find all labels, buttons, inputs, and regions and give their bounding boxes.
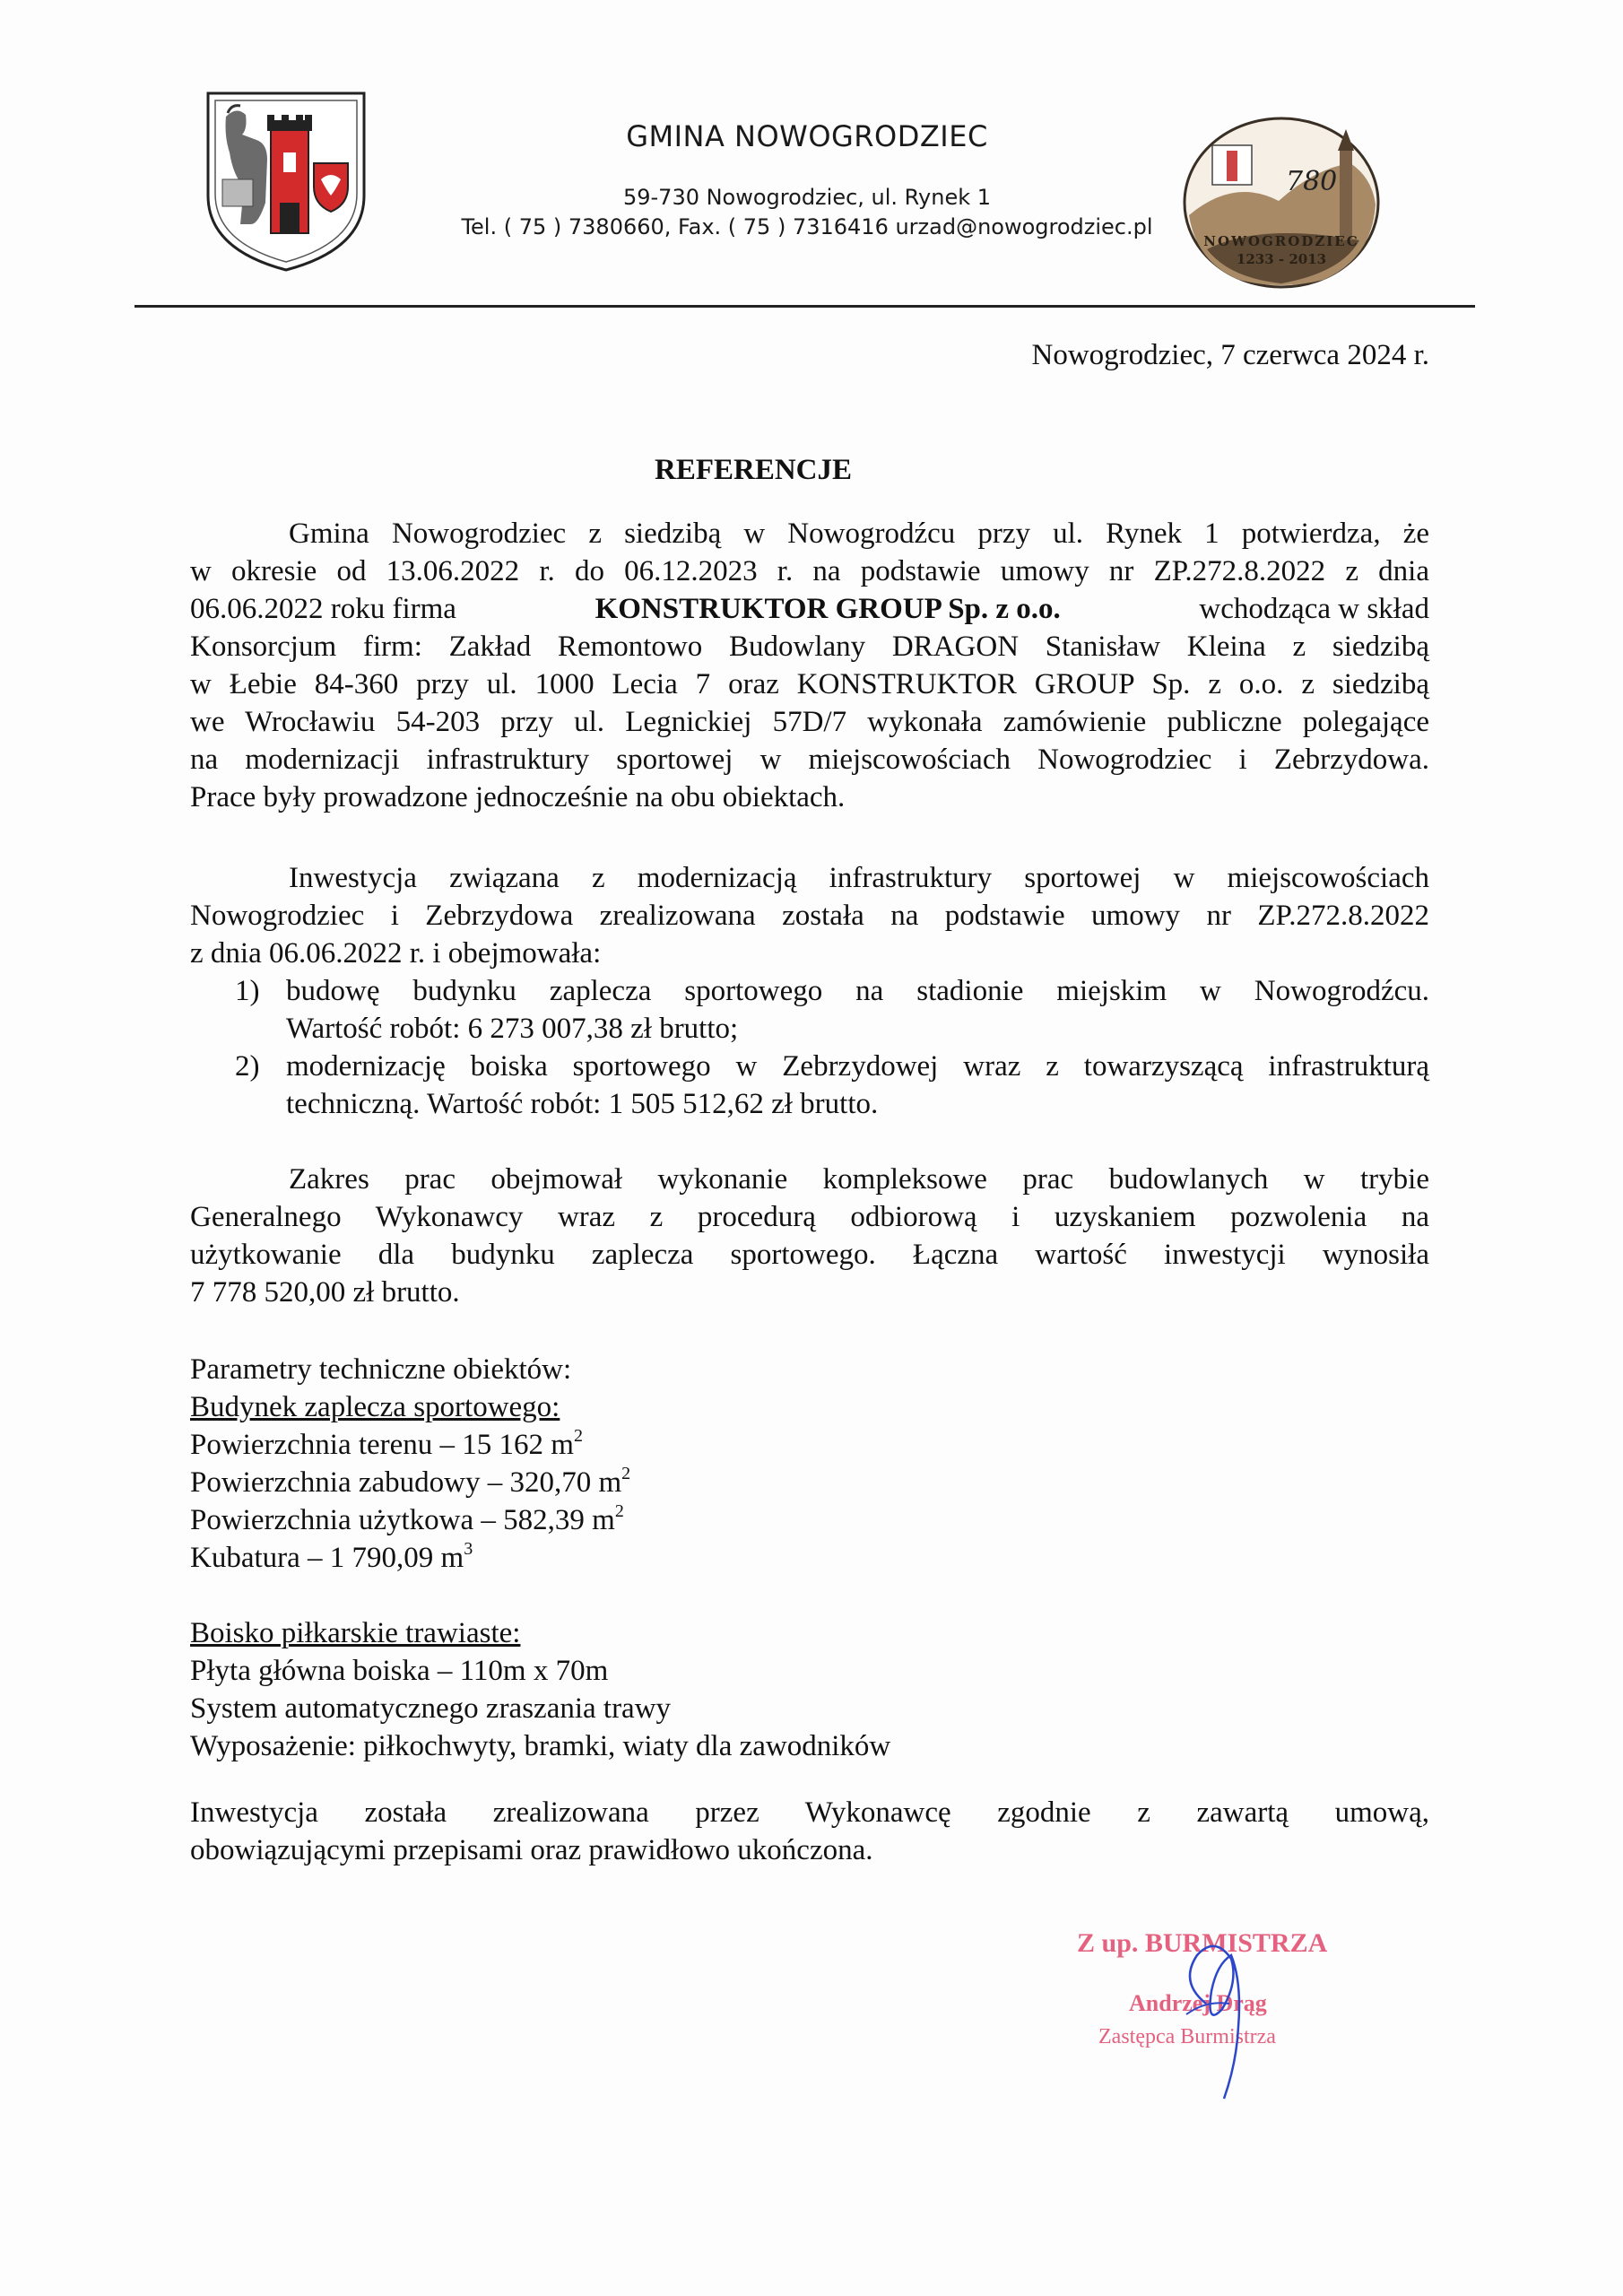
building-param: Powierzchnia terenu – 15 162 $m^2$ — [190, 1426, 583, 1461]
paragraph-closing — [190, 1794, 1429, 1869]
list-number: 1) — [235, 975, 260, 1007]
signature-stamp — [1072, 1928, 1394, 2108]
anniversary-logo-icon — [1180, 115, 1383, 291]
para3-line: 7 778 520,00 zł brutto. — [190, 1276, 460, 1309]
para3-line: Generalnego Wykonawcy wraz z procedurą odbiorową i uzyskaniem pozwolenia na — [190, 1201, 1429, 1233]
field-param: Płyta główna boiska – 110m x 70m — [190, 1655, 609, 1687]
para2-line: z dnia 06.06.2022 r. i obejmowała: — [190, 937, 602, 970]
field-parameters — [190, 1614, 1429, 1765]
building-param: Kubatura – 1 790,09 $m^3$ — [190, 1539, 473, 1574]
company-name: KONSTRUKTOR GROUP Sp. z o.o. — [595, 593, 1061, 625]
building-param: Powierzchnia zabudowy – 320,70 $m^2$ — [190, 1464, 631, 1499]
parameters-heading: Parametry techniczne obiektów: — [190, 1353, 572, 1386]
para1-line: Gmina Nowogrodziec z siedzibą w Nowogrodźcu przy ul. Rynek 1 potwierdza, że — [289, 517, 1429, 550]
field-param: System automatycznego zraszania trawy — [190, 1692, 672, 1725]
building-heading: Budynek zaplecza sportowego: — [190, 1391, 560, 1423]
list-line: techniczną. Wartość robót: 1 505 512,62 zł brutto. — [286, 1088, 879, 1120]
para2-line: Nowogrodziec i Zebrzydowa zrealizowana została na podstawie umowy nr ZP.272.8.2022 — [190, 900, 1429, 932]
building-param: Powierzchnia użytkowa – 582,39 $m^2$ — [190, 1501, 624, 1536]
municipality-name: GMINA NOWOGRODZIEC — [626, 119, 988, 153]
paragraph-confirmation — [190, 515, 1429, 816]
para1-line — [190, 590, 1429, 628]
paragraph-scope — [190, 1161, 1429, 1311]
para1-line: Konsorcjum firm: Zakład Remontowo Budowlany DRAGON Stanisław Kleina z siedzibą — [190, 631, 1429, 663]
anniversary-years: 1233 - 2013 — [1236, 251, 1327, 267]
para1-line: na modernizacji infrastruktury sportowej w miejscowościach Nowogrodziec i Zebrzydowa. — [190, 744, 1429, 776]
coat-of-arms-icon — [204, 90, 368, 274]
handwritten-signature-icon — [1190, 1946, 1239, 2099]
document-title: REFERENCJE — [654, 454, 853, 486]
anniversary-number: 780 — [1286, 166, 1338, 197]
stamp-line: Andrzej Drąg — [1129, 1990, 1267, 2016]
para2-line: Inwestycja związana z modernizacją infrastruktury sportowej w miejscowościach — [289, 862, 1429, 894]
para1-line-end: wchodząca w skład — [1199, 593, 1429, 625]
para1-line: w Łebie 84-360 przy ul. 1000 Lecia 7 oraz KONSTRUKTOR GROUP Sp. z o.o. z siedzibą — [190, 668, 1429, 700]
paragraph-investment — [190, 859, 1429, 972]
closing-line: obowiązującymi przepisami oraz prawidłowo ukończona. — [190, 1834, 873, 1866]
para1-line: we Wrocławiu 54-203 przy ul. Legnickiej 57D/7 wykonała zamówienie publiczne polegające — [190, 706, 1429, 738]
field-param: Wyposażenie: piłkochwyty, bramki, wiaty dla zawodników — [190, 1730, 891, 1762]
technical-parameters — [190, 1351, 1429, 1577]
field-heading: Boisko piłkarskie trawiaste: — [190, 1617, 521, 1649]
stamp-line: Zastępca Burmistrza — [1098, 2025, 1276, 2048]
stamp-line: Z up. BURMISTRZA — [1077, 1928, 1328, 1958]
list-line: modernizację boiska sportowego w Zebrzydowej wraz z towarzyszącą infrastrukturą — [286, 1050, 1429, 1083]
document-date: Nowogrodziec, 7 czerwca 2024 r. — [1031, 339, 1429, 371]
header-divider — [135, 305, 1475, 308]
municipality-address: 59-730 Nowogrodziec, ul. Rynek 1 — [622, 185, 992, 210]
list-line: budowę budynku zaplecza sportowego na stadionie miejskim w Nowogrodźcu. — [286, 975, 1429, 1007]
para3-line: użytkowanie dla budynku zaplecza sportowego. Łączna wartość inwestycji wynosiła — [190, 1239, 1429, 1271]
list-text — [286, 1048, 1429, 1123]
para1-line-start: 06.06.2022 roku firma — [190, 593, 456, 625]
para1-line: Prace były prowadzone jednocześnie na obu obiektach. — [190, 781, 846, 813]
closing-line: Inwestycja została zrealizowana przez Wykonawcę zgodnie z zawartą umową, — [190, 1796, 1429, 1829]
list-line: Wartość robót: 6 273 007,38 zł brutto; — [286, 1013, 739, 1045]
para3-line: Zakres prac obejmował wykonanie kompleksowe prac budowlanych w trybie — [289, 1163, 1429, 1196]
para1-line: w okresie od 13.06.2022 r. do 06.12.2023 r. na podstawie umowy nr ZP.272.8.2022 z dnia — [190, 555, 1429, 587]
list-number: 2) — [235, 1050, 260, 1083]
list-text — [286, 972, 1429, 1048]
municipality-contact: Tel. ( 75 ) 7380660, Fax. ( 75 ) 7316416 urzad@nowogrodziec.pl — [461, 214, 1153, 239]
anniversary-name: NOWOGRODZIEC — [1203, 233, 1359, 249]
